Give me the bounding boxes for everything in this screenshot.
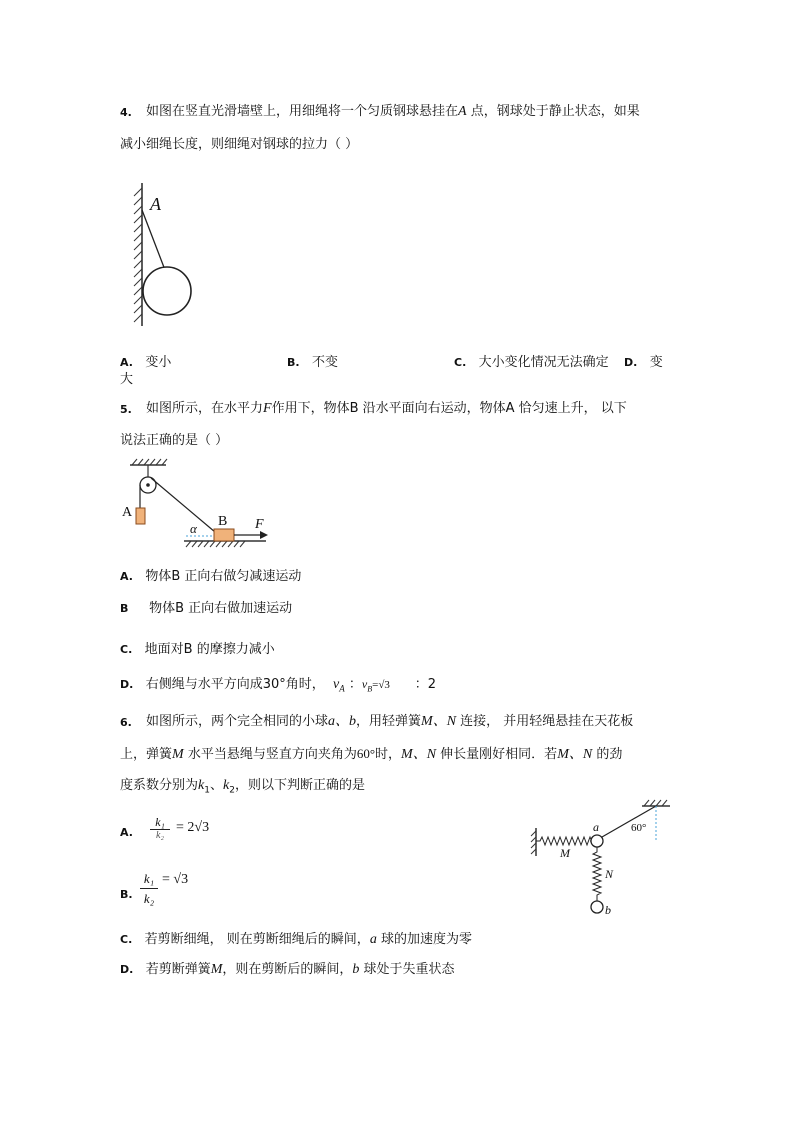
ceiling [642, 800, 670, 806]
q6-stem-text-f: 时， [375, 747, 402, 762]
rope [602, 806, 656, 837]
q5-option-d[interactable] [120, 676, 436, 698]
q5-d-vb: v [361, 677, 368, 691]
q6-stem-text-g: 伸长量刚好相同．若 [436, 747, 558, 762]
q6-k2: k [222, 778, 230, 793]
fig-label-alpha: α [190, 521, 197, 536]
q4-var-a: A [458, 104, 467, 119]
q5-option-b-label: B [120, 602, 129, 615]
q6-option-c-text-b: 球的加速度为零 [376, 932, 472, 947]
q6-stem-text-a: 如图所示，两个完全相同的小球 [146, 714, 329, 729]
q5-d-tail: ：2 [414, 677, 436, 692]
q5-number: 5. [120, 403, 132, 416]
q6-option-b-bar [140, 888, 158, 889]
q4-option-d[interactable] [624, 355, 663, 371]
q5-d-sqrt: √3 [378, 679, 390, 691]
q5-d-va-sub: A [339, 683, 345, 694]
q6-option-a-fraction [150, 816, 170, 841]
q6-option-d-text-c: 球处于失重状态 [359, 962, 455, 977]
steel-ball [143, 267, 191, 315]
q6-option-d[interactable] [120, 962, 455, 978]
q5-option-a[interactable] [120, 569, 301, 585]
q5-option-d-label: D. [120, 678, 134, 691]
q6-var-m: M [172, 747, 184, 762]
q4-option-a-label: A. [120, 356, 133, 369]
ceiling-hatching [130, 459, 167, 465]
q6-option-b-label[interactable]: B. [120, 888, 133, 901]
q6-stem-line1 [146, 714, 633, 730]
q5-d-va: v [333, 677, 340, 692]
ball-a [591, 835, 603, 847]
q6-stem-text-j: ，则以下判断正确的是 [234, 778, 365, 793]
q6-option-b-num: k₁ [143, 871, 155, 886]
block-a [136, 508, 145, 524]
q4-option-d-wrap: 大 [120, 372, 134, 387]
q5-stem-text-b: 作用下，物体B 沿水平面向右运动，物体A 恰匀速上升， 以下 [271, 401, 627, 416]
q4-stem-line1 [146, 104, 640, 120]
q4-stem-text-b: 点，钢球处于静止状态，如果 [466, 104, 640, 119]
q6-option-b-eq: = √3 [162, 872, 189, 887]
q4-option-d-label: D. [624, 356, 638, 369]
q6-var-mn-3: M、N [557, 747, 593, 762]
q5-d-colon: ： [348, 677, 362, 692]
q6-var-mn-2: M、N [401, 747, 437, 762]
q6-number: 6. [120, 716, 132, 729]
spring-n [593, 847, 601, 901]
q5-d-vb-sub: B [367, 684, 373, 694]
q5-stem-line1 [146, 401, 627, 417]
q6-figure [530, 800, 675, 920]
q4-figure [125, 180, 205, 330]
block-b [214, 529, 234, 541]
q6-option-c-text-a: 若剪断细绳， 则在剪断细绳后的瞬间， [144, 932, 370, 947]
q4-stem-line2: 减小细绳长度，则细绳对钢球的拉力（ ） [120, 137, 359, 152]
fig-label-a: a [593, 820, 599, 834]
q6-stem-text-b: ，用轻弹簧 [356, 714, 422, 729]
q5-option-a-text: 物体B 正向右做匀减速运动 [145, 569, 302, 584]
q5-d-eq: = [372, 679, 379, 691]
q5-option-b[interactable] [120, 601, 292, 617]
q6-stem-text-i: 度系数分别为 [120, 778, 199, 793]
q6-option-a-eq: = 2√3 [176, 820, 210, 835]
q4-option-b-label: B. [287, 356, 300, 369]
spring-m [536, 837, 596, 845]
q6-k1: k [198, 778, 205, 793]
q6-option-d-text-a: 若剪断弹簧 [145, 962, 211, 977]
q6-stem-line2 [120, 746, 622, 763]
q5-option-b-text: 物体B 正向右做加速运动 [149, 601, 293, 616]
q5-figure [118, 458, 278, 553]
q6-option-d-var2: b [352, 962, 360, 977]
fig-label-m: M [560, 846, 570, 860]
q6-option-d-text-b: ，则在剪断后的瞬间， [222, 962, 353, 977]
q4-option-c-text: 大小变化情况无法确定 [478, 355, 609, 370]
ball-b [591, 901, 603, 913]
q4-option-d-text: 变 [649, 355, 663, 370]
q4-stem-text-a: 如图在竖直光滑墙壁上，用细绳将一个匀质钢球悬挂在 [146, 104, 459, 119]
q6-stem-text-h: 的劲 [592, 747, 623, 762]
q6-option-c-label: C. [120, 933, 133, 946]
q6-option-a-num: k₁ [155, 815, 165, 829]
q4-option-b[interactable] [287, 355, 338, 371]
q6-k2-sub: 2 [229, 785, 235, 796]
q6-angle: 60° [356, 746, 376, 761]
q6-stem-text-d: 上，弹簧 [120, 747, 173, 762]
fig-label-b: B [218, 514, 228, 529]
q5-stem-text-a: 如图所示，在水平力 [146, 401, 264, 416]
q4-option-c[interactable] [454, 355, 609, 371]
q6-stem-line3 [120, 778, 365, 799]
q5-option-d-text: 右侧绳与水平方向成30°角时， [145, 677, 325, 692]
q5-var-f: F [263, 401, 272, 416]
q5-stem-line2: 说法正确的是（ ） [120, 433, 229, 448]
fig-label-a: A [122, 505, 133, 520]
q6-option-d-label: D. [120, 963, 134, 976]
fig-label-angle: 60° [631, 822, 647, 834]
q6-option-d-var: M [210, 962, 223, 977]
q6-option-a-label[interactable]: A. [120, 826, 133, 839]
q6-k1-sub: 1 [204, 785, 210, 796]
q5-option-c-text: 地面对B 的摩擦力减小 [144, 642, 275, 657]
q6-var-mn: M、N [421, 714, 457, 729]
q4-option-a-text: 变小 [145, 355, 172, 370]
q6-option-b-den: k₂ [143, 891, 155, 906]
q4-option-a[interactable] [120, 355, 171, 371]
q4-option-b-text: 不变 [311, 355, 338, 370]
q6-stem-text-e: 水平当悬绳与竖直方向夹角为 [183, 747, 357, 762]
q6-option-a-den: k₂ [156, 830, 164, 841]
fig-label-b: b [605, 903, 611, 917]
q6-option-c[interactable] [120, 932, 472, 948]
fig-label-a: A [150, 194, 161, 214]
q5-option-c[interactable] [120, 642, 275, 658]
fig-label-n: N [605, 867, 614, 881]
fig-label-f: F [255, 517, 264, 532]
q6-sep: 、 [209, 778, 223, 793]
q6-option-b-fraction [140, 871, 158, 906]
q6-option-c-var: a [369, 932, 377, 947]
q6-var-ab: a、b [328, 714, 357, 729]
q6-stem-text-c: 连接， 并用轻绳悬挂在天花板 [456, 714, 634, 729]
left-wall [531, 828, 536, 856]
wall-hatching [134, 183, 142, 326]
q4-option-c-label: C. [454, 356, 467, 369]
q4-number: 4. [120, 106, 132, 119]
q5-option-a-label: A. [120, 570, 133, 583]
q5-option-c-label: C. [120, 643, 133, 656]
rope [142, 210, 165, 270]
rope-b [151, 478, 215, 532]
